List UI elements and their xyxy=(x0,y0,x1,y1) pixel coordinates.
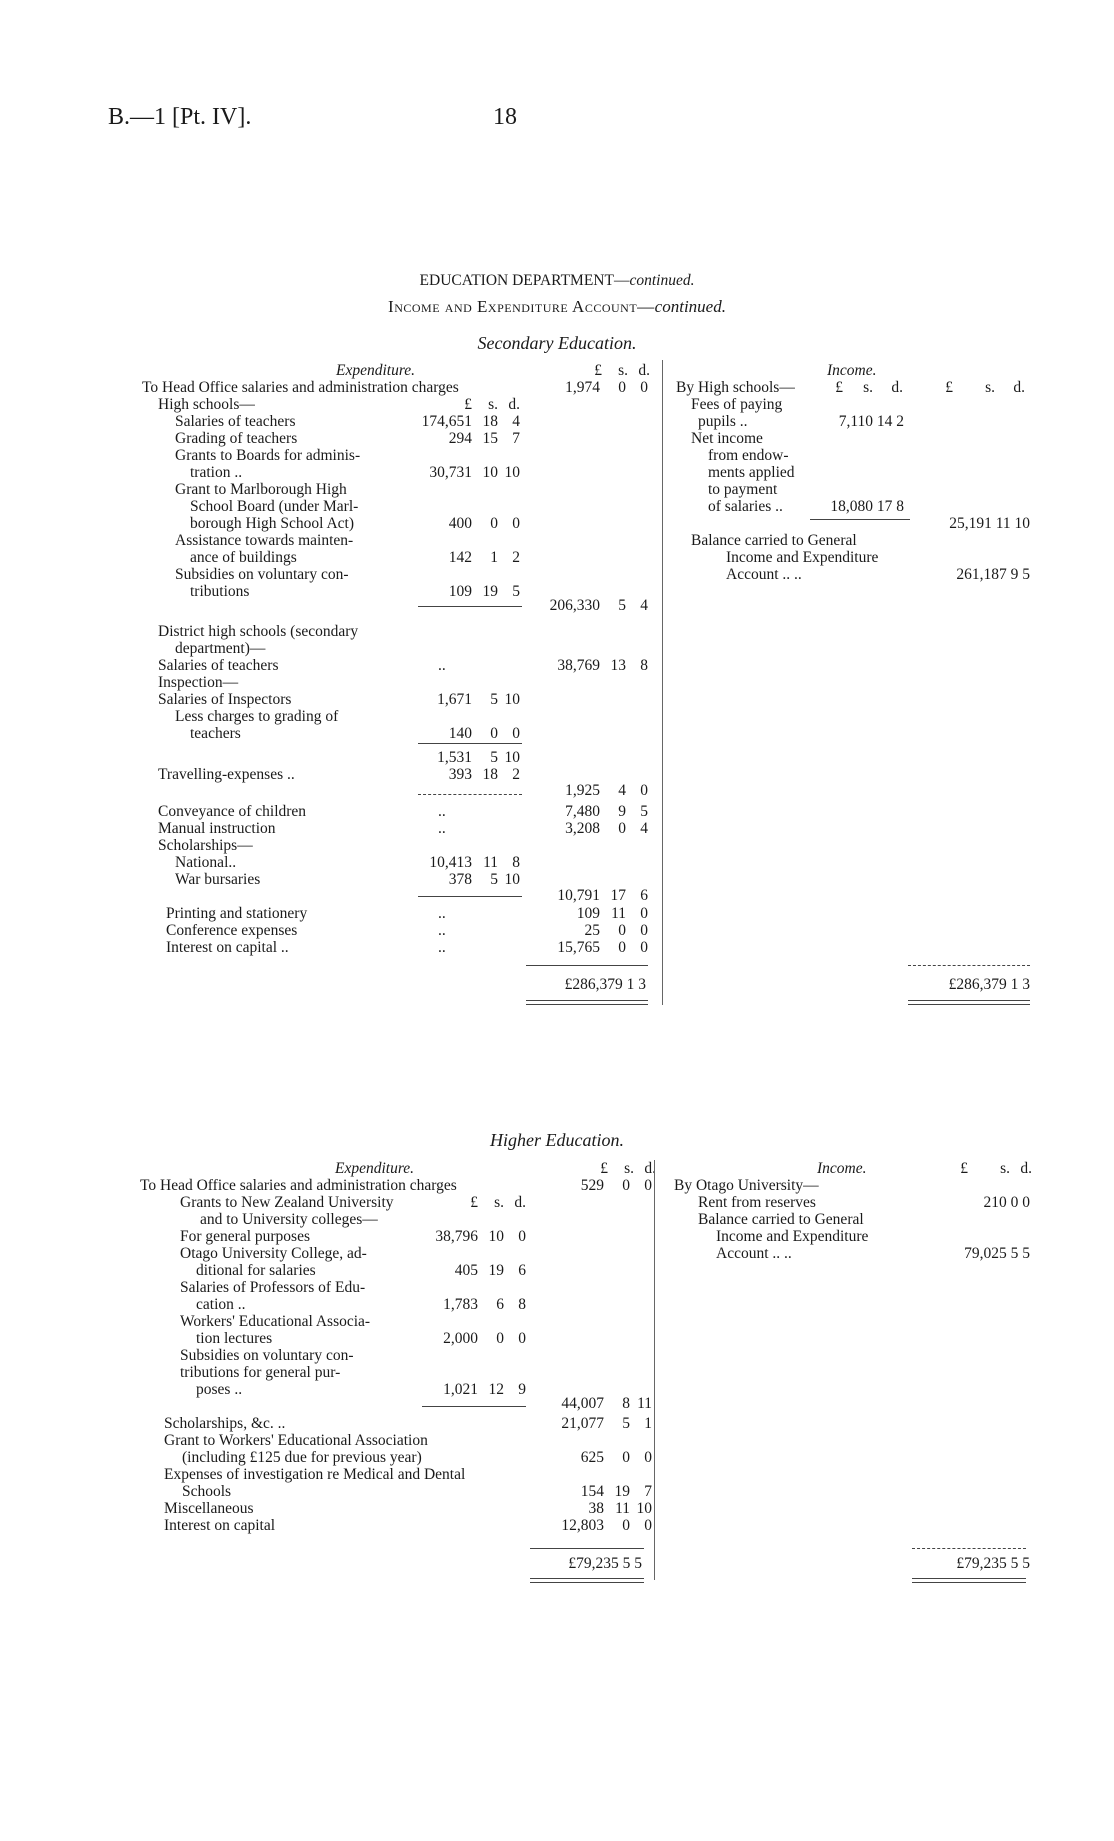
inner-amount: 30,731 10 10 xyxy=(429,464,520,481)
expenditure-line: Assistance towards mainten- xyxy=(175,532,354,549)
subtotal-rule xyxy=(418,896,522,897)
expenditure-line: Scholarships, &c. .. xyxy=(164,1415,286,1432)
expenditure-line: teachers xyxy=(190,725,241,742)
outer-amount: 3,208 0 4 xyxy=(565,820,648,837)
inner-amount: 142 1 2 xyxy=(448,549,520,566)
outer-amount: 38,769 13 8 xyxy=(557,657,648,674)
income-line: Account .. .. xyxy=(716,1245,792,1262)
leader-dots: .. xyxy=(438,922,446,939)
total-double-rule xyxy=(526,1000,648,1005)
income-line: Net income xyxy=(691,430,763,447)
outer-amount: 1,974 0 0 xyxy=(565,379,648,396)
outer-amount: 1,925 4 0 xyxy=(565,782,648,799)
expenditure-line: Subsidies on voluntary con- xyxy=(180,1347,354,1364)
expenditure-line: Workers' Educational Associa- xyxy=(180,1313,371,1330)
higher-income-heading: Income. xyxy=(817,1160,867,1177)
expenditure-line: Salaries of Inspectors xyxy=(158,691,292,708)
inner-amount: £ s. d. xyxy=(464,396,520,413)
expenditure-line: Grant to Marlborough High xyxy=(175,481,347,498)
expenditure-line: borough High School Act) xyxy=(190,515,355,532)
high-schools-income-total: 25,191 11 10 xyxy=(949,515,1030,532)
inner-amount: 174,651 18 4 xyxy=(421,413,520,430)
leader-dots: .. xyxy=(438,657,446,674)
income-line: of salaries .. xyxy=(708,498,783,515)
inner-amount: 378 5 10 xyxy=(448,871,520,888)
expenditure-line: Subsidies on voluntary con- xyxy=(175,566,349,583)
inner-amount: 400 0 0 xyxy=(448,515,520,532)
expenditure-line: Interest on capital .. xyxy=(166,939,289,956)
secondary-education-title: Secondary Education. xyxy=(477,333,637,353)
expenditure-line: Interest on capital xyxy=(164,1517,276,1534)
expenditure-line: Miscellaneous xyxy=(164,1500,254,1517)
expenditure-line: ditional for salaries xyxy=(196,1262,316,1279)
subtotal-rule xyxy=(810,519,910,520)
expenditure-line: Grants to New Zealand University xyxy=(180,1194,394,1211)
expenditure-line: High schools— xyxy=(158,396,255,413)
higher-expenditure-heading: Expenditure. xyxy=(335,1160,415,1177)
secondary-income-total: £286,379 1 3 xyxy=(948,976,1030,993)
expenditure-line: Conference expenses xyxy=(166,922,298,939)
expenditure-line: Inspection— xyxy=(158,674,239,691)
leader-dots: .. xyxy=(438,820,446,837)
income-line: from endow- xyxy=(708,447,789,464)
expenditure-line: Printing and stationery xyxy=(166,905,308,922)
total-double-rule xyxy=(912,1578,1026,1583)
outer-amount: 154 19 7 xyxy=(580,1483,652,1500)
secondary-income-heading: Income. xyxy=(827,362,877,379)
total-rule xyxy=(530,1548,644,1549)
expenditure-line: For general purposes xyxy=(180,1228,310,1245)
balance-carried-amount: 79,025 5 5 xyxy=(964,1245,1030,1262)
income-line: Rent from reserves xyxy=(698,1194,816,1211)
net-income-amount: 18,080 17 8 xyxy=(830,498,904,515)
total-rule xyxy=(908,965,1030,966)
expenditure-line: ance of buildings xyxy=(190,549,297,566)
outer-amount: 10,791 17 6 xyxy=(557,887,648,904)
column-divider xyxy=(654,1160,655,1580)
inner-amount: 405 19 6 xyxy=(454,1262,526,1279)
inner-amount: 1,531 5 10 xyxy=(437,749,520,766)
outer-amount: 625 0 0 xyxy=(580,1449,652,1466)
higher-education-title: Higher Education. xyxy=(490,1130,624,1150)
subtotal-rule xyxy=(418,606,522,607)
inner-amount: 109 19 5 xyxy=(448,583,520,600)
outer-amount: 7,480 9 5 xyxy=(565,803,648,820)
outer-amount: 44,007 8 11 xyxy=(561,1395,652,1412)
column-divider xyxy=(662,360,663,1005)
outer-amount: 25 0 0 xyxy=(584,922,648,939)
income-line: Income and Expenditure xyxy=(726,549,879,566)
subtotal-rule xyxy=(422,1406,526,1407)
page-number: 18 xyxy=(493,104,517,130)
expenditure-line: Schools xyxy=(182,1483,232,1500)
expenditure-line: tributions for general pur- xyxy=(180,1364,341,1381)
inner-amount: 1,021 12 9 xyxy=(443,1381,526,1398)
expenditure-line: cation .. xyxy=(196,1296,246,1313)
expenditure-line: Less charges to grading of xyxy=(175,708,339,725)
expenditure-line: Conveyance of children xyxy=(158,803,307,820)
income-line: By High schools— xyxy=(676,379,795,396)
inner-amount: 294 15 7 xyxy=(448,430,520,447)
subtotal-rule xyxy=(418,743,522,744)
leader-dots: .. xyxy=(438,803,446,820)
inner-amount: 38,796 10 0 xyxy=(435,1228,526,1245)
expenditure-line: Salaries of teachers xyxy=(175,413,296,430)
secondary-expenditure-total: £286,379 1 3 xyxy=(564,976,646,993)
account-title: Income and Expenditure Account—continued. xyxy=(388,297,726,316)
secondary-exp-column-header: £ s. d. xyxy=(594,362,650,379)
secondary-income-column-header: £ s. d. £ s. d. xyxy=(835,379,1025,396)
inner-amount: £ s. d. xyxy=(470,1194,526,1211)
total-rule xyxy=(526,965,648,966)
income-line: Income and Expenditure xyxy=(716,1228,869,1245)
secondary-expenditure-heading: Expenditure. xyxy=(336,362,416,379)
higher-income-column-header: £ s. d. xyxy=(960,1160,1032,1177)
inner-amount: 1,783 6 8 xyxy=(443,1296,526,1313)
outer-amount: 206,330 5 4 xyxy=(549,597,648,614)
expenditure-line: Scholarships— xyxy=(158,837,253,854)
higher-exp-column-header: £ s. d. xyxy=(600,1160,656,1177)
expenditure-line: Travelling-expenses .. xyxy=(158,766,295,783)
expenditure-line: District high schools (secondary xyxy=(158,623,359,640)
expenditure-line: Salaries of Professors of Edu- xyxy=(180,1279,366,1296)
expenditure-line: and to University colleges— xyxy=(200,1211,378,1228)
outer-amount: 529 0 0 xyxy=(580,1177,652,1194)
expenditure-line: poses .. xyxy=(196,1381,243,1398)
income-line: pupils .. xyxy=(698,413,748,430)
higher-income-total: £79,235 5 5 xyxy=(956,1555,1030,1572)
income-line: Balance carried to General xyxy=(691,532,857,549)
leader-dots: .. xyxy=(438,939,446,956)
outer-amount: 109 11 0 xyxy=(576,905,648,922)
inner-amount: 2,000 0 0 xyxy=(443,1330,526,1347)
outer-amount: 12,803 0 0 xyxy=(561,1517,652,1534)
income-line: Account .. .. xyxy=(726,566,802,583)
income-line: Balance carried to General xyxy=(698,1211,864,1228)
balance-carried-amount: 261,187 9 5 xyxy=(956,566,1030,583)
expenditure-line: Grant to Workers' Educational Association xyxy=(164,1432,428,1449)
expenditure-line: School Board (under Marl- xyxy=(190,498,359,515)
income-line: By Otago University— xyxy=(674,1177,819,1194)
expenditure-line: War bursaries xyxy=(175,871,261,888)
expenditure-line: tributions xyxy=(190,583,250,600)
department-title: EDUCATION DEPARTMENT—continued. xyxy=(419,272,695,289)
document-reference: B.—1 [Pt. IV]. xyxy=(108,104,252,130)
total-rule xyxy=(912,1548,1026,1549)
fees-amount: 7,110 14 2 xyxy=(838,413,904,430)
expenditure-line: department)— xyxy=(175,640,266,657)
total-double-rule xyxy=(530,1578,644,1583)
inner-amount: 393 18 2 xyxy=(448,766,520,783)
outer-amount: 15,765 0 0 xyxy=(557,939,648,956)
expenditure-line: National.. xyxy=(175,854,237,871)
inner-amount: 10,413 11 8 xyxy=(429,854,520,871)
total-double-rule xyxy=(908,1000,1030,1005)
expenditure-line: tion lectures xyxy=(196,1330,273,1347)
expenditure-line: Manual instruction xyxy=(158,820,276,837)
outer-amount: 38 11 10 xyxy=(588,1500,652,1517)
inner-amount: 140 0 0 xyxy=(448,725,520,742)
rent-from-reserves-amount: 210 0 0 xyxy=(983,1194,1030,1211)
leader-dots: .. xyxy=(438,905,446,922)
subtotal-rule xyxy=(418,794,522,795)
expenditure-line: To Head Office salaries and administration charges xyxy=(140,1177,457,1194)
expenditure-line: To Head Office salaries and administration charges xyxy=(142,379,459,396)
inner-amount: 1,671 5 10 xyxy=(437,691,520,708)
expenditure-line: Grading of teachers xyxy=(175,430,298,447)
expenditure-line: Otago University College, ad- xyxy=(180,1245,367,1262)
expenditure-line: (including £125 due for previous year) xyxy=(182,1449,422,1466)
expenditure-line: Grants to Boards for adminis- xyxy=(175,447,361,464)
expenditure-line: Expenses of investigation re Medical and Dental xyxy=(164,1466,466,1483)
higher-expenditure-total: £79,235 5 5 xyxy=(568,1555,642,1572)
expenditure-line: Salaries of teachers xyxy=(158,657,279,674)
income-line: to payment xyxy=(708,481,778,498)
income-line: Fees of paying xyxy=(691,396,783,413)
income-line: ments applied xyxy=(708,464,795,481)
expenditure-line: tration .. xyxy=(190,464,243,481)
outer-amount: 21,077 5 1 xyxy=(561,1415,652,1432)
